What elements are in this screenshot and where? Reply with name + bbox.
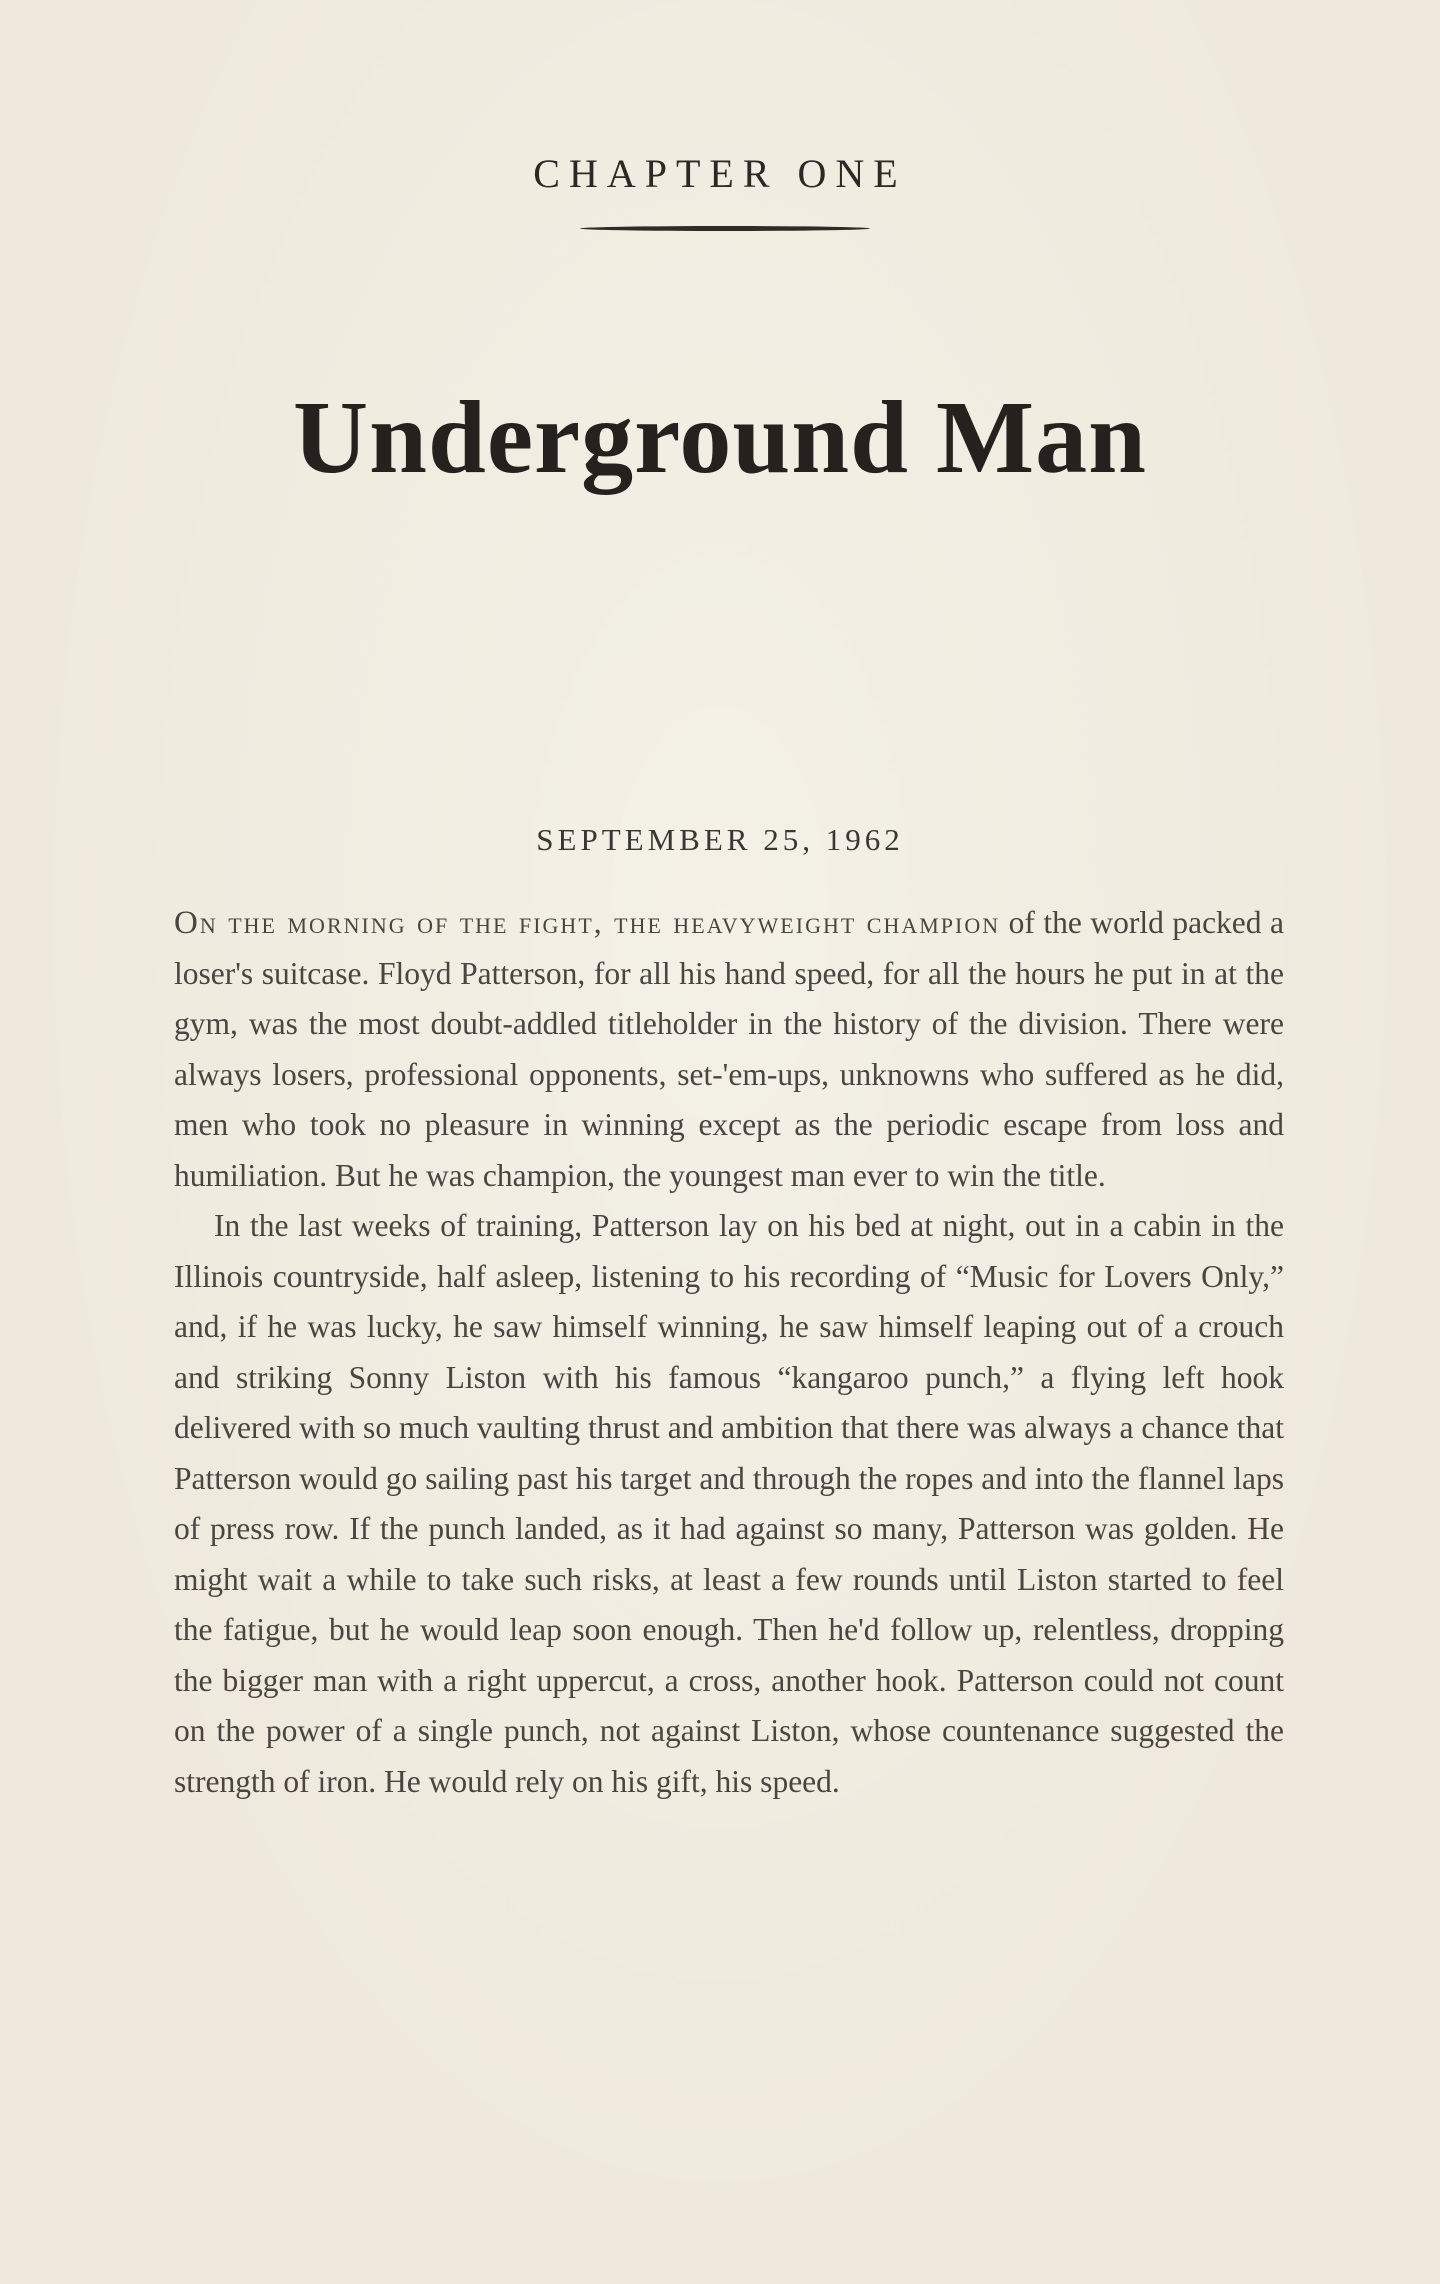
paragraph-1-lead-text: n the morning of the fight, the heavyweight champion (199, 905, 1001, 940)
section-date-heading: SEPTEMBER 25, 1962 (536, 822, 904, 857)
paragraph-1 (174, 898, 1284, 1201)
paragraph-1-rest: of the world packed a loser's suitcase. Floyd Patterson, for all his hand speed, for all the hours he put in at the gym, was the most doubt-addled titleholder in the history of the division. There were always losers, professional opponents, set-'em-ups, unknowns who suffered as he did, men who took no pleasure in winning except as the periodic escape from loss and humiliation. But he was champion, the youngest man ever to win the title. (174, 905, 1285, 1193)
chapter-label: CHAPTER ONE (533, 151, 907, 196)
paragraph-2: In the last weeks of training, Patterson lay on his bed at night, out in a cabin in the Illinois countryside, half asleep, listening to his recording of “Music for Lovers Only,” and, if he was lucky, he saw himself winning, he saw himself leaping out of a crouch and striking Sonny Liston with his famous “kangaroo punch,” a flying left hook delivered with so much vaulting thrust and ambition that there was always a chance that Patterson would go sailing past his target and through the ropes and into the flannel laps of press row. If the punch landed, as it had against so many, Patterson was golden. He might wait a while to take such risks, at least a few rounds until Liston started to feel the fatigue, but he would leap soon enough. Then he'd follow up, relentless, dropping the bigger man with a right uppercut, a cross, another hook. Patterson could not count on the power of a single punch, not against Liston, whose countenance suggested the strength of iron. He would rely on his gift, his speed. (174, 1208, 1284, 1799)
paragraph-1-lead (174, 905, 1000, 940)
chapter-rule-divider (580, 226, 870, 231)
body-text (174, 898, 1284, 1807)
paragraph-1-initial: O (174, 905, 200, 941)
chapter-title: Underground Man (293, 380, 1147, 495)
